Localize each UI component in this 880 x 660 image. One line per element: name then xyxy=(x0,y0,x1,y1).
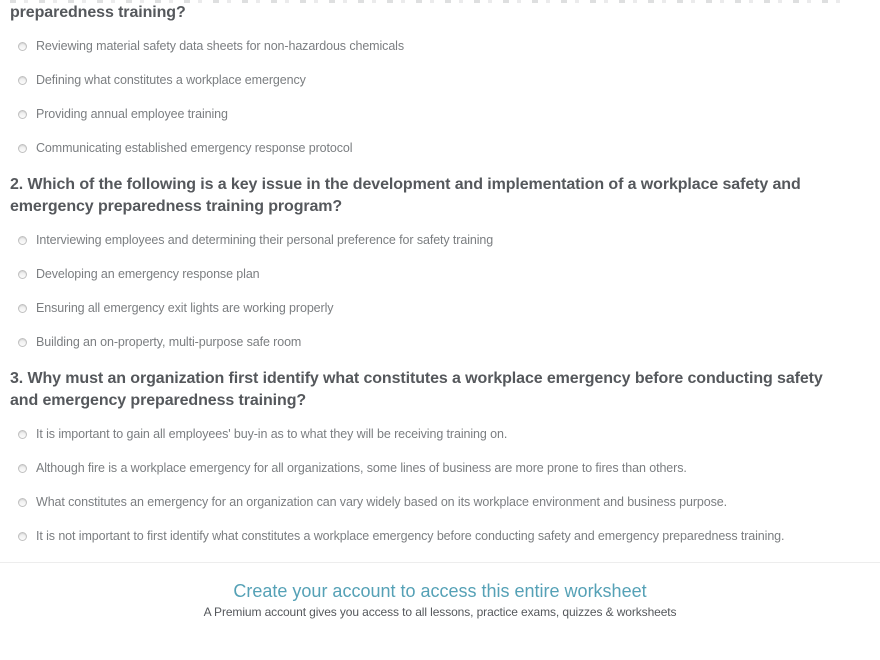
answer-option[interactable] xyxy=(10,106,870,122)
radio-button-icon[interactable] xyxy=(18,110,27,119)
question-2-title-line: emergency preparedness training program? xyxy=(10,198,343,215)
answer-option[interactable] xyxy=(10,232,870,248)
question-1-options xyxy=(10,38,870,156)
answer-option[interactable] xyxy=(10,38,870,54)
premium-subtext: A Premium account gives you access to all lessons, practice exams, quizzes & worksheets xyxy=(203,605,677,619)
option-label: Ensuring all emergency exit lights are working properly xyxy=(36,301,334,315)
answer-option[interactable] xyxy=(10,140,870,156)
answer-option[interactable] xyxy=(10,460,870,476)
option-label: Building an on-property, multi-purpose safe room xyxy=(36,335,302,349)
radio-button-icon[interactable] xyxy=(18,42,27,51)
radio-button-icon[interactable] xyxy=(18,236,27,245)
answer-option[interactable] xyxy=(10,72,870,88)
question-1-title-line: preparedness training? xyxy=(10,4,186,21)
question-1 xyxy=(10,0,870,156)
answer-option[interactable] xyxy=(10,334,870,350)
radio-button-icon[interactable] xyxy=(18,498,27,507)
radio-button-icon[interactable] xyxy=(18,304,27,313)
answer-option[interactable] xyxy=(10,528,870,544)
question-2-title-line: 2. Which of the following is a key issue in the development and implementation of a workplace safety and xyxy=(10,176,801,193)
option-label: Reviewing material safety data sheets for non-hazardous chemicals xyxy=(36,39,404,53)
question-3-title-line: and emergency preparedness training? xyxy=(10,392,307,409)
question-1-title xyxy=(10,0,870,24)
radio-button-icon[interactable] xyxy=(18,464,27,473)
question-2-title xyxy=(10,174,870,218)
answer-option[interactable] xyxy=(10,426,870,442)
option-label: Developing an emergency response plan xyxy=(36,267,260,281)
clipped-text-remnant xyxy=(10,0,850,3)
question-3-title xyxy=(10,368,870,412)
answer-option[interactable] xyxy=(10,300,870,316)
option-label: It is not important to first identify what constitutes a workplace emergency before conducting safety and emergency preparedness training. xyxy=(36,529,785,543)
option-label: What constitutes an emergency for an organization can vary widely based on its workplace environment and business purpose. xyxy=(36,495,727,509)
footer xyxy=(10,563,870,620)
question-3-options xyxy=(10,426,870,544)
question-3-title-line: 3. Why must an organization first identify what constitutes a workplace emergency before conducting safety xyxy=(10,370,823,387)
option-label: Providing annual employee training xyxy=(36,107,228,121)
radio-button-icon[interactable] xyxy=(18,76,27,85)
option-label: It is important to gain all employees' buy-in as to what they will be receiving training on. xyxy=(36,427,508,441)
option-label: Communicating established emergency response protocol xyxy=(36,141,353,155)
answer-option[interactable] xyxy=(10,266,870,282)
option-label: Although fire is a workplace emergency for all organizations, some lines of business are more prone to fires than others. xyxy=(36,461,687,475)
option-label: Defining what constitutes a workplace emergency xyxy=(36,73,306,87)
radio-button-icon[interactable] xyxy=(18,270,27,279)
answer-option[interactable] xyxy=(10,494,870,510)
radio-button-icon[interactable] xyxy=(18,430,27,439)
create-account-link[interactable]: Create your account to access this entire worksheet xyxy=(233,581,647,601)
radio-button-icon[interactable] xyxy=(18,338,27,347)
option-label: Interviewing employees and determining their personal preference for safety training xyxy=(36,233,494,247)
question-2-options xyxy=(10,232,870,350)
question-3 xyxy=(10,368,870,544)
radio-button-icon[interactable] xyxy=(18,144,27,153)
question-2 xyxy=(10,174,870,350)
radio-button-icon[interactable] xyxy=(18,532,27,541)
